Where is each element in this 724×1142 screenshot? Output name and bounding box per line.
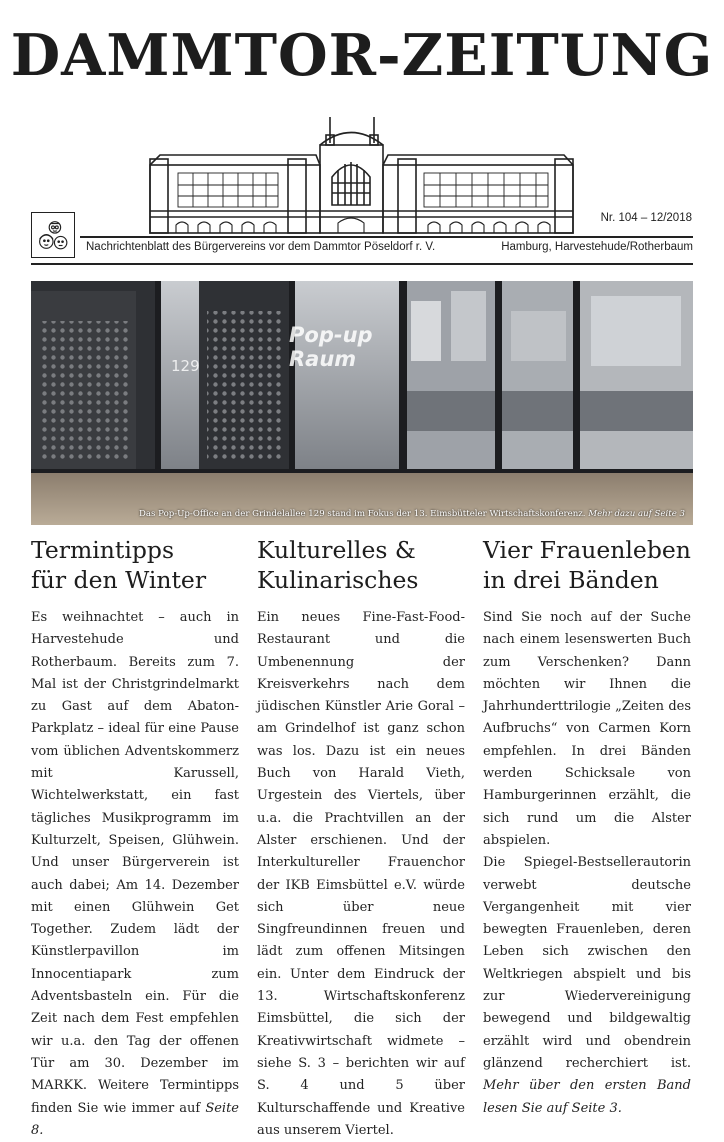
article-text-2 xyxy=(483,852,691,1120)
door-number: 129 xyxy=(171,357,200,375)
cover-photo xyxy=(31,281,693,525)
storefront-photo-icon xyxy=(31,281,693,525)
window-lettering xyxy=(289,323,373,371)
article-frauenleben xyxy=(483,535,691,1116)
caption-text: Das Pop-Up-Office an der Grindelallee 129 stand im Fokus der 13. Eimsbütteler Wirtschaftskonferenz. xyxy=(139,509,586,519)
article-body xyxy=(31,607,239,1142)
family-faces-icon xyxy=(31,212,75,258)
article-text: Ein neues Fine-Fast-Food-Restaurant und die Umbenennung der Kreisverkehrs nach dem jüdischen Künstler Arie Goral – am Grindelhof ist ganz schon was los. Dazu ist ein neues Buch von Harald Vieth, Urgestein des Viertels, über u.a. die Prachtvillen an der Alster erschienen. Und der Interkultureller Frauenchor der IKB Eimsbüttel e.V. würde sich über neue Singfreundinnen freuen und lädt zum offenen Mitsingen ein. Unter dem Eindruck der 13. Wirtschaftskonferenz Eimsbüttel, die sich der Kreativwirtschaft widmete – siehe S. 3 – berichten wir auf S. 4 und 5 über Kulturschaffende und Kreative aus unserem Viertel. xyxy=(257,610,465,1138)
headline-line-2: für den Winter xyxy=(31,566,207,594)
location-line: Hamburg, Harvestehude/Rotherbaum xyxy=(501,241,693,253)
article-page-ref: Mehr über den ersten Band lesen Sie auf Seite 3. xyxy=(483,1078,691,1116)
article-page-ref: Seite 8. xyxy=(31,1100,239,1138)
headline-line-2: Kulinarisches xyxy=(257,566,419,594)
window-text-raum: Raum xyxy=(289,347,357,371)
subtitle-bar xyxy=(86,241,693,253)
article-text: Sind Sie noch auf der Suche nach einem lesenswerten Buch zum Verschenken? Dann möchten wir Ihnen die Jahrhunderttrilogie „Zeiten des Aufbruchs“ von Carmen Korn empfehlen. In drei Bänden werden Schicksale von Hamburgerinnen erzählt, die sich rund um die Alster abspielen. xyxy=(483,610,691,848)
subtitle-rule xyxy=(31,263,693,265)
photo-caption xyxy=(139,509,685,519)
headline-line-1: Kulturelles & xyxy=(257,536,416,564)
issue-number: Nr. 104 – 12/2018 xyxy=(600,212,692,224)
window-text-popup: Pop-up xyxy=(289,323,373,347)
article-headline xyxy=(483,535,691,595)
article-body xyxy=(483,607,691,1120)
article-termintipps xyxy=(31,535,239,1138)
article-kulturelles xyxy=(257,535,465,1138)
publisher-line: Nachrichtenblatt des Bürgervereins vor dem Dammtor Pöseldorf r. V. xyxy=(86,241,436,253)
headline-line-1: Vier Frauenleben xyxy=(483,536,691,564)
masthead-title: DAMMTOR-ZEITUNG xyxy=(10,22,714,89)
headline-line-1: Termintipps xyxy=(31,536,175,564)
article-text: Es weihnachtet – auch in Harvestehude und Rotherbaum. Bereits zum 7. Mal ist der Christgrindelmarkt zu Gast auf dem Abaton-Parkplatz – ideal für eine Pause vom üblichen Adventskommerz mit Karussell, Wichtelwerkstatt, ein fast tägliches Musikprogramm im Kulturzelt, Speisen, Glühwein. Und unser Bürgerverein ist auch dabei; Am 14. Dezember mit einen Glühwein Get Together. Zudem lädt der Künstlerpavillon im Innocentiapark zum Adventsbasteln ein. Für die Zeit nach dem Fest empfehlen wir u.a. den Tag der offenen Tür am 30. Dezember im MARKK. Weitere Termintipps finden Sie wie immer auf xyxy=(31,610,239,1116)
article-text-2-body: Die Spiegel-Bestsellerautorin verwebt deutsche Vergangenheit mit vier bewegten Frauenleben, deren Leben sich zwischen den Weltkriegen abspielt und bis zur Wiedervereinigung bewegend und bildgewaltig erzählt wird und obendrein glänzend recherchiert ist. xyxy=(483,855,691,1071)
dammtor-station-building-icon xyxy=(148,115,576,235)
article-headline xyxy=(31,535,239,595)
header-rule xyxy=(80,236,693,238)
headline-line-2: in drei Bänden xyxy=(483,566,659,594)
caption-more: Mehr dazu auf Seite 3 xyxy=(588,509,685,519)
article-headline xyxy=(257,535,465,595)
article-body xyxy=(257,607,465,1142)
